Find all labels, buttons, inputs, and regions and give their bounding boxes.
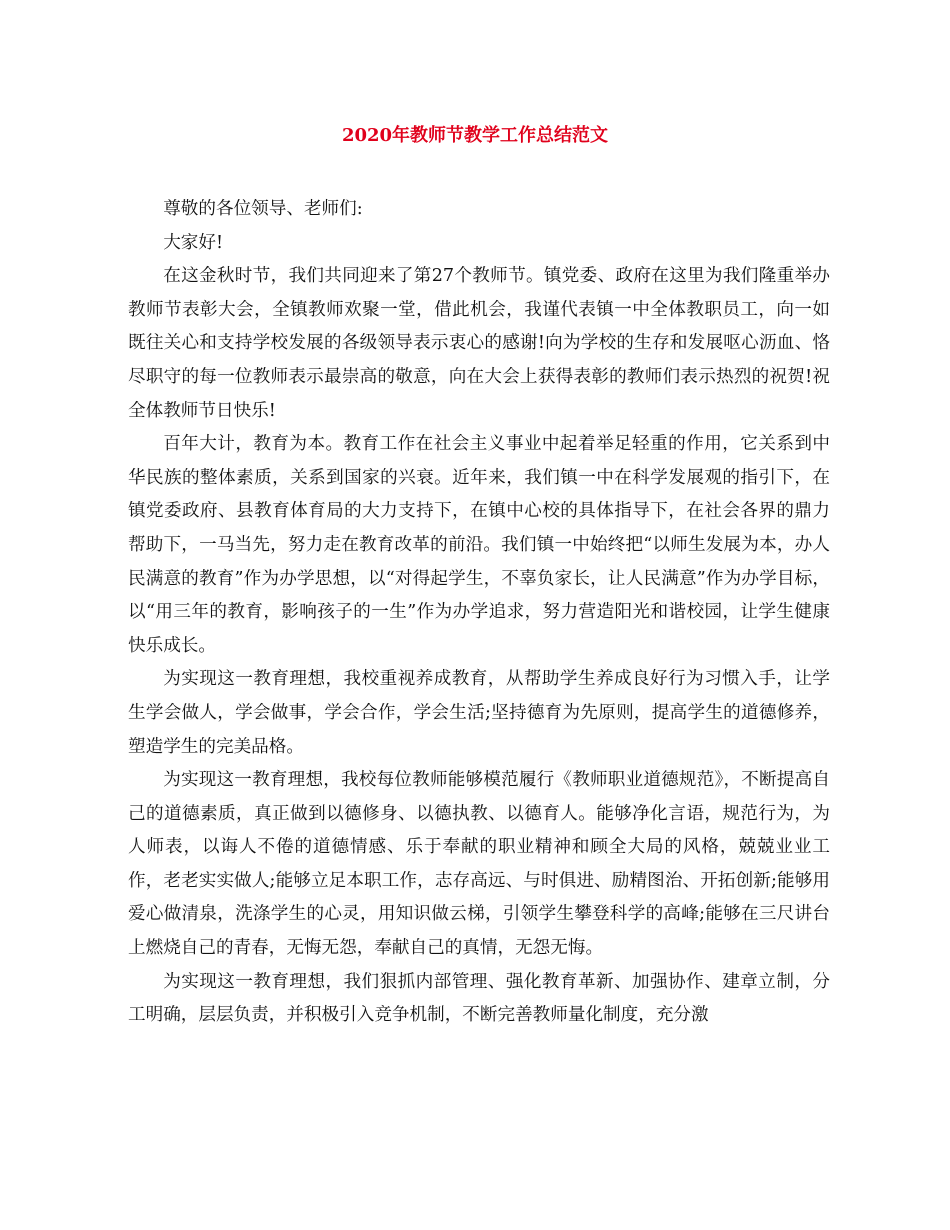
greeting: 大家好! xyxy=(163,232,224,253)
document-body xyxy=(128,193,830,1033)
document-title: 2020年教师节教学工作总结范文 xyxy=(341,125,609,146)
paragraph: 在这金秋时节，我们共同迎来了第27个教师节。镇党委、政府在这里为我们隆重举办教师节表彰大会，全镇教师欢聚一堂，借此机会，我谨代表镇一中全体教职员工，向一如既往关心和支持学校发展的各级领导表示衷心的感谢!向为学校的生存和发展呕心沥血、恪尽职守的每一位教师表示最崇高的敬意，向在大会上获得表彰的教师们表示热烈的祝贺!祝全体教师节日快乐! xyxy=(128,266,830,421)
paragraph: 为实现这一教育理想，我们狠抓内部管理、强化教育革新、加强协作、建章立制，分工明确，层层负责，并积极引入竞争机制，不断完善教师量化制度，充分激 xyxy=(128,971,830,1026)
paragraph: 为实现这一教育理想，我校每位教师能够模范履行《教师职业道德规范》，不断提高自己的道德素质，真正做到以德修身、以德执教、以德育人。能够净化言语，规范行为，为人师表，以诲人不倦的道德情感、乐于奉献的职业精神和顾全大局的风格，兢兢业业工作，老老实实做人;能够立足本职工作，志存高远、与时俱进、励精图治、开拓创新;能够用爱心做清泉，洗涤学生的心灵，用知识做云梯，引领学生攀登科学的高峰;能够在三尺讲台上燃烧自己的青春，无悔无怨，奉献自己的真情，无怨无悔。 xyxy=(128,770,830,959)
salutation: 尊敬的各位领导、老师们: xyxy=(163,199,363,219)
paragraph: 百年大计，教育为本。教育工作在社会主义事业中起着举足轻重的作用，它关系到中华民族的整体素质，关系到国家的兴衰。近年来，我们镇一中在科学发展观的指引下，在镇党委政府、县教育体育局的大力支持下，在镇中心校的具体指导下，在社会各界的鼎力帮助下，一马当先，努力走在教育改革的前沿。我们镇一中始终把“以师生发展为本，办人民满意的教育”作为办学思想，以“对得起学生，不辜负家长，让人民满意”作为办学目标，以“用三年的教育，影响孩子的一生”作为办学追求，努力营造阳光和谐校园，让学生健康快乐成长。 xyxy=(128,434,830,656)
paragraph: 为实现这一教育理想，我校重视养成教育，从帮助学生养成良好行为习惯入手，让学生学会做人，学会做事，学会合作，学会生活;坚持德育为先原则，提高学生的道德修养，塑造学生的完美品格。 xyxy=(128,669,830,757)
